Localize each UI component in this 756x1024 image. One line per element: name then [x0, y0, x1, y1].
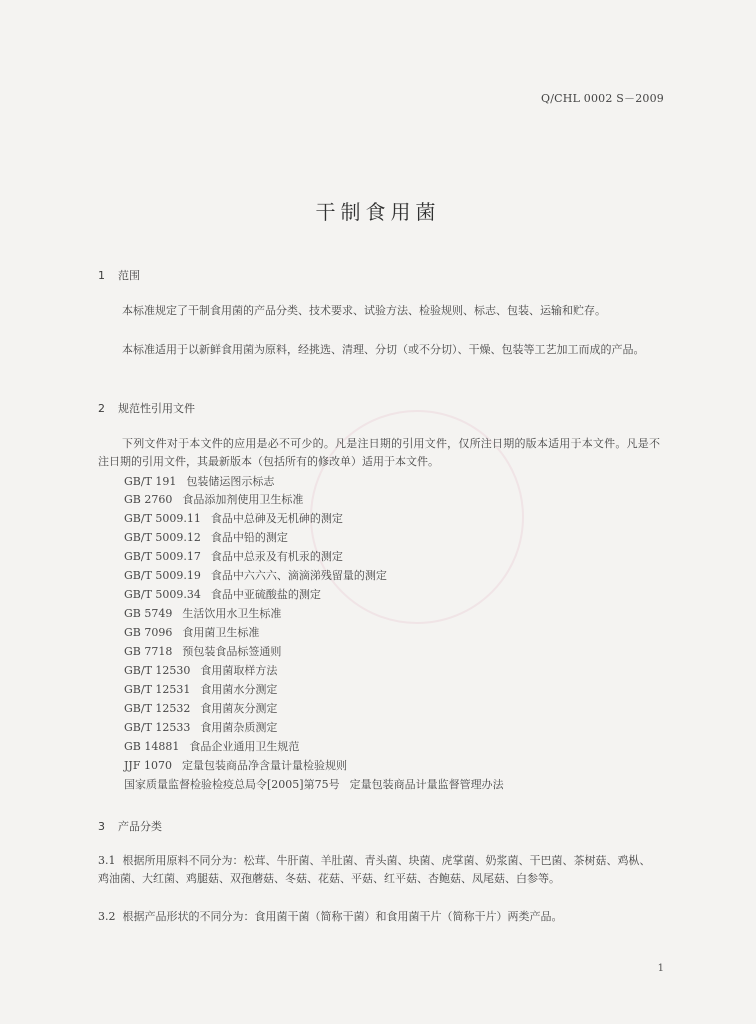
- reference-item: [124, 776, 504, 794]
- reference-title: 食用菌水分测定: [200, 683, 278, 696]
- clause-text: 根据所用原料不同分为：松茸、牛肝菌、羊肚菌、青头菌、块菌、虎掌菌、奶浆菌、干巴菌、茶树菇、鸡枞、鸡油菌、大红菌、鸡腿菇、双孢蘑菇、冬菇、花菇、平菇、红平菇、杏鲍菇、凤尾菇、白参等。: [98, 854, 651, 885]
- clause-text: 根据产品形状的不同分为：食用菌干菌（简称干菌）和食用菌干片（简称干片）两类产品。: [122, 910, 563, 923]
- reference-item: [124, 510, 343, 528]
- reference-code: GB/T 5009.34: [124, 588, 201, 601]
- reference-title: 食用菌灰分测定: [200, 702, 278, 715]
- page-number: 1: [657, 963, 664, 974]
- reference-code: GB/T 5009.12: [124, 531, 201, 544]
- reference-title: 食用菌卫生标准: [182, 626, 260, 639]
- reference-item: [124, 473, 274, 491]
- reference-code: GB/T 5009.11: [124, 512, 201, 525]
- reference-title: 食品中亚硫酸盐的测定: [210, 588, 321, 601]
- clause-number: 3.2: [98, 910, 116, 923]
- clause-number: 3.1: [98, 854, 116, 867]
- reference-item: [124, 681, 277, 699]
- reference-item: [124, 757, 347, 775]
- reference-item: [124, 700, 277, 718]
- section-title: 规范性引用文件: [118, 402, 195, 415]
- reference-item: [124, 605, 281, 623]
- reference-title: 包装储运图示标志: [186, 475, 275, 488]
- clause-3-2: [98, 908, 660, 926]
- reference-code: GB/T 12530: [124, 664, 191, 677]
- section-1-heading: [98, 267, 140, 283]
- section-3-heading: [98, 818, 162, 834]
- reference-item: [124, 662, 277, 680]
- reference-code: GB 7096: [124, 626, 173, 639]
- section-2-heading: [98, 400, 195, 416]
- reference-title: 食品中总汞及有机汞的测定: [210, 550, 343, 563]
- section-number: 1: [98, 269, 105, 282]
- reference-item: [124, 624, 259, 642]
- reference-item: [124, 719, 277, 737]
- reference-code: GB/T 5009.19: [124, 569, 201, 582]
- reference-title: 食品企业通用卫生规范: [189, 740, 300, 753]
- scope-paragraph-1: 本标准规定了干制食用菌的产品分类、技术要求、试验方法、检验规则、标志、包装、运输和贮存。: [122, 304, 606, 317]
- reference-title: 定量包装商品净含量计量检验规则: [181, 759, 347, 772]
- reference-title: 食品中铅的测定: [210, 531, 288, 544]
- reference-code: GB/T 12533: [124, 721, 191, 734]
- document-title: 干制食用菌: [315, 200, 441, 224]
- reference-item: [124, 491, 303, 509]
- standard-code: Q/CHL 0002 S－2009: [541, 92, 664, 105]
- reference-code: GB/T 12531: [124, 683, 191, 696]
- reference-title: 生活饮用水卫生标准: [182, 607, 282, 620]
- reference-item: [124, 567, 387, 585]
- reference-code: GB 14881: [124, 740, 180, 753]
- clause-3-1: [98, 852, 660, 888]
- reference-code: GB/T 12532: [124, 702, 191, 715]
- reference-code: JJF 1070: [124, 759, 172, 772]
- reference-item: [124, 738, 299, 756]
- reference-code: GB 2760: [124, 493, 173, 506]
- references-intro: 下列文件对于本文件的应用是必不可少的。凡是注日期的引用文件，仅所注日期的版本适用于本文件。凡是不注日期的引用文件，其最新版本（包括所有的修改单）适用于本文件。: [98, 437, 660, 468]
- reference-title: 食品添加剂使用卫生标准: [182, 493, 304, 506]
- reference-code: GB 7718: [124, 645, 173, 658]
- reference-code: GB 5749: [124, 607, 173, 620]
- reference-item: [124, 643, 281, 661]
- section-title: 产品分类: [118, 820, 162, 833]
- reference-title: 食用菌杂质测定: [200, 721, 278, 734]
- section-number: 3: [98, 820, 105, 833]
- reference-title: 预包装食品标签通则: [182, 645, 282, 658]
- scope-paragraph-2: 本标准适用于以新鲜食用菌为原料，经挑选、清理、分切（或不分切）、干燥、包装等工艺加工而成的产品。: [122, 343, 645, 356]
- reference-title: 定量包装商品计量监督管理办法: [349, 778, 504, 791]
- reference-title: 食用菌取样方法: [200, 664, 278, 677]
- reference-title: 食品中六六六、滴滴涕残留量的测定: [210, 569, 387, 582]
- section-number: 2: [98, 402, 105, 415]
- reference-item: [124, 529, 288, 547]
- reference-code: GB/T 191: [124, 475, 177, 488]
- section-title: 范围: [118, 269, 140, 282]
- reference-title: 食品中总砷及无机砷的测定: [210, 512, 343, 525]
- reference-code: GB/T 5009.17: [124, 550, 201, 563]
- reference-item: [124, 548, 343, 566]
- reference-item: [124, 586, 321, 604]
- reference-code: 国家质量监督检验检疫总局令[2005]第75号: [124, 778, 340, 791]
